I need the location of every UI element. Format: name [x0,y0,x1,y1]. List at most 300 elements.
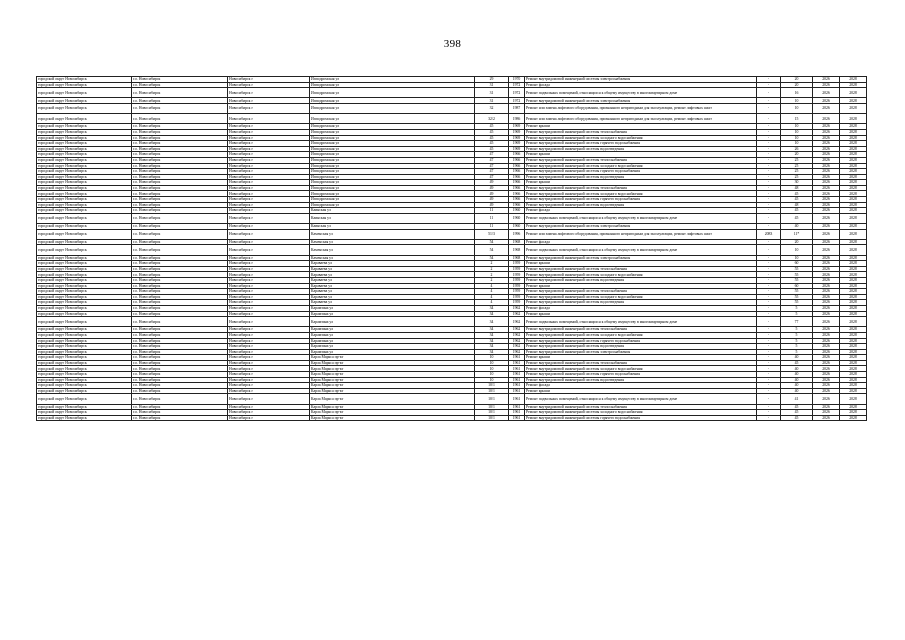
cell-house: 54 [475,239,509,245]
cell-house: 31 [475,82,509,88]
cell-b: 15 [781,114,813,124]
cell-year: 1969 [509,146,525,152]
cell-work: Ремонт внутридомовой инженерной системы теплоснабжения [525,404,757,410]
cell-plan-to: 2028 [840,180,867,186]
cell-municipality: городской округ Новосибирск [37,169,132,175]
cell-year: 1961 [509,404,525,410]
cell-house: 2 [475,266,509,272]
cell-work: Ремонт внутридомовой инженерной системы электроснабжения [525,77,757,83]
cell-a: - [757,360,781,366]
cell-plan-from: 2026 [813,239,840,245]
cell-work: Ремонт или замена лифтового оборудования, признанного непригодным для эксплуатации, ремонт лифтовых шахт [525,229,757,239]
cell-plan-from: 2026 [813,344,840,350]
cell-plan-from: 2026 [813,146,840,152]
cell-municipality: городской округ Новосибирск [37,327,132,333]
cell-house: 47 [475,157,509,163]
cell-year: 1966 [509,174,525,180]
cell-settlement: г.о. Новосибирск [132,208,228,214]
cell-work: Ремонт внутридомовой инженерной системы холодного водоснабжения [525,332,757,338]
cell-city: Новосибирск г [228,82,310,88]
cell-house: 34 [475,338,509,344]
cell-street: Карамзина ул [310,311,475,317]
cell-b: 10 [781,103,813,113]
cell-city: Новосибирск г [228,239,310,245]
cell-settlement: г.о. Новосибирск [132,311,228,317]
cell-plan-from: 2026 [813,191,840,197]
cell-city: Новосибирск г [228,141,310,147]
cell-a: - [757,388,781,394]
cell-house: 49 [475,185,509,191]
cell-a: - [757,208,781,214]
cell-city: Новосибирск г [228,157,310,163]
cell-city: Новосибирск г [228,360,310,366]
cell-plan-from: 2026 [813,404,840,410]
cell-plan-from: 2026 [813,300,840,306]
cell-b: 45 [781,208,813,214]
cell-street: Ипподромская ул [310,129,475,135]
cell-work: Ремонт внутридомовой инженерной системы электроснабжения [525,224,757,230]
cell-work: Ремонт фасада [525,82,757,88]
cell-b: 45 [781,404,813,410]
cell-work: Ремонт внутридомовой инженерной системы водоотведения [525,202,757,208]
cell-street: Ипподромская ул [310,185,475,191]
cell-city: Новосибирск г [228,266,310,272]
cell-b: 40 [781,224,813,230]
cell-city: Новосибирск г [228,388,310,394]
cell-year: 1959 [509,277,525,283]
cell-b: 55 [781,266,813,272]
cell-city: Новосибирск г [228,289,310,295]
cell-house: 10/1 [475,388,509,394]
cell-city: Новосибирск г [228,327,310,333]
cell-settlement: г.о. Новосибирск [132,213,228,223]
cell-year: 1962 [509,338,525,344]
cell-plan-from: 2026 [813,77,840,83]
cell-plan-to: 2028 [840,338,867,344]
cell-house: 34 [475,317,509,327]
cell-plan-from: 2026 [813,103,840,113]
cell-street: Ипподромская ул [310,77,475,83]
cell-work: Ремонт внутридомовой инженерной системы водоотведения [525,146,757,152]
cell-house: 34 [475,311,509,317]
cell-street: Карла Маркса пр-кт [310,410,475,416]
cell-b: 55 [781,289,813,295]
cell-settlement: г.о. Новосибирск [132,283,228,289]
cell-year: 1966 [509,191,525,197]
cell-plan-to: 2028 [840,255,867,261]
cell-b: 16 [781,88,813,98]
cell-plan-from: 2026 [813,180,840,186]
cell-work: Ремонт крыши [525,283,757,289]
cell-b: 45 [781,197,813,203]
cell-b: 10 [781,124,813,130]
cell-house: 54 [475,245,509,255]
cell-a: - [757,163,781,169]
cell-year: 1966 [509,157,525,163]
cell-a: - [757,317,781,327]
cell-plan-to: 2028 [840,169,867,175]
cell-year: 1968 [509,255,525,261]
cell-a: - [757,355,781,361]
cell-house: 10/1 [475,394,509,404]
cell-municipality: городской округ Новосибирск [37,152,132,158]
cell-street: Карла Маркса пр-кт [310,415,475,421]
cell-work: Ремонт фасада [525,239,757,245]
cell-a: - [757,129,781,135]
cell-a: - [757,372,781,378]
cell-work: Ремонт подвальных помещений, относящихся к общему имуществу в многоквартирном доме [525,88,757,98]
cell-a: - [757,114,781,124]
cell-settlement: г.о. Новосибирск [132,366,228,372]
cell-a: - [757,294,781,300]
cell-b: 11* [781,229,813,239]
cell-work: Ремонт или замена лифтового оборудования, признанного непригодным для эксплуатации, ремонт лифтовых шахт [525,114,757,124]
cell-city: Новосибирск г [228,245,310,255]
cell-plan-from: 2026 [813,277,840,283]
cell-house: 47 [475,152,509,158]
cell-plan-from: 2026 [813,229,840,239]
cell-work: Ремонт крыши [525,388,757,394]
cell-municipality: городской округ Новосибирск [37,300,132,306]
cell-municipality: городской округ Новосибирск [37,213,132,223]
cell-plan-to: 2028 [840,332,867,338]
cell-plan-from: 2026 [813,394,840,404]
cell-municipality: городской округ Новосибирск [37,372,132,378]
cell-house: 10/1 [475,410,509,416]
cell-plan-from: 2026 [813,311,840,317]
cell-municipality: городской округ Новосибирск [37,191,132,197]
cell-work: Ремонт внутридомовой инженерной системы водоотведения [525,174,757,180]
cell-plan-to: 2028 [840,202,867,208]
cell-b: 40 [781,388,813,394]
cell-b: 55 [781,300,813,306]
cell-work: Ремонт внутридомовой инженерной системы холодного водоснабжения [525,366,757,372]
cell-year: 1962 [509,305,525,311]
cell-settlement: г.о. Новосибирск [132,266,228,272]
cell-city: Новосибирск г [228,197,310,203]
cell-street: Карла Маркса пр-кт [310,388,475,394]
cell-house: 34 [475,327,509,333]
cell-year: 1962 [509,327,525,333]
cell-plan-to: 2028 [840,114,867,124]
cell-plan-from: 2026 [813,332,840,338]
cell-a: - [757,377,781,383]
cell-work: Ремонт внутридомовой инженерной системы горячего водоснабжения [525,197,757,203]
cell-work: Ремонт внутридомовой инженерной системы электроснабжения [525,349,757,355]
cell-municipality: городской округ Новосибирск [37,317,132,327]
cell-street: Карамзина ул [310,349,475,355]
cell-a: - [757,383,781,389]
cell-b: 40 [781,355,813,361]
cell-b: 77 [781,317,813,327]
cell-plan-to: 2028 [840,261,867,267]
cell-plan-from: 2026 [813,124,840,130]
cell-plan-to: 2028 [840,311,867,317]
cell-year: 1962 [509,317,525,327]
cell-municipality: городской округ Новосибирск [37,289,132,295]
cell-street: Караваева ул [310,277,475,283]
cell-plan-to: 2028 [840,272,867,278]
cell-house: 2 [475,272,509,278]
cell-street: Ипподромская ул [310,202,475,208]
cell-a: - [757,146,781,152]
cell-plan-from: 2026 [813,141,840,147]
cell-settlement: г.о. Новосибирск [132,185,228,191]
cell-city: Новосибирск г [228,300,310,306]
cell-settlement: г.о. Новосибирск [132,294,228,300]
cell-city: Новосибирск г [228,261,310,267]
cell-settlement: г.о. Новосибирск [132,332,228,338]
cell-work: Ремонт внутридомовой инженерной системы водоотведения [525,300,757,306]
cell-municipality: городской округ Новосибирск [37,157,132,163]
cell-b: 5 [781,311,813,317]
cell-b: 55 [781,277,813,283]
cell-house: 10/1 [475,415,509,421]
cell-year: 1969 [509,129,525,135]
cell-municipality: городской округ Новосибирск [37,377,132,383]
cell-b: 5 [781,332,813,338]
cell-plan-to: 2028 [840,383,867,389]
cell-year: 1969 [509,135,525,141]
cell-city: Новосибирск г [228,174,310,180]
cell-year: 1987 [509,103,525,113]
cell-year: 1969 [509,141,525,147]
cell-a: - [757,245,781,255]
cell-settlement: г.о. Новосибирск [132,129,228,135]
cell-year: 1961 [509,377,525,383]
cell-municipality: городской округ Новосибирск [37,202,132,208]
cell-plan-from: 2026 [813,289,840,295]
cell-plan-to: 2028 [840,88,867,98]
cell-year: 1959 [509,283,525,289]
cell-settlement: г.о. Новосибирск [132,410,228,416]
cell-municipality: городской округ Новосибирск [37,245,132,255]
cell-house: 47 [475,174,509,180]
cell-work: Ремонт внутридомовой инженерной системы водоотведения [525,277,757,283]
cell-settlement: г.о. Новосибирск [132,98,228,104]
cell-city: Новосибирск г [228,135,310,141]
cell-settlement: г.о. Новосибирск [132,360,228,366]
cell-plan-from: 2026 [813,245,840,255]
cell-municipality: городской округ Новосибирск [37,174,132,180]
cell-plan-to: 2028 [840,157,867,163]
cell-b: 55 [781,272,813,278]
cell-street: Карамзина ул [310,332,475,338]
cell-a: - [757,410,781,416]
cell-house: 29 [475,77,509,83]
cell-municipality: городской округ Новосибирск [37,261,132,267]
cell-city: Новосибирск г [228,410,310,416]
cell-municipality: городской округ Новосибирск [37,272,132,278]
cell-a: - [757,415,781,421]
cell-a: - [757,103,781,113]
cell-plan-to: 2028 [840,366,867,372]
cell-work: Ремонт крыши [525,355,757,361]
cell-municipality: городской округ Новосибирск [37,415,132,421]
cell-plan-to: 2028 [840,146,867,152]
cell-b: 5 [781,305,813,311]
cell-plan-from: 2026 [813,377,840,383]
cell-street: Ипподромская ул [310,124,475,130]
cell-settlement: г.о. Новосибирск [132,229,228,239]
cell-work: Ремонт внутридомовой инженерной системы теплоснабжения [525,185,757,191]
cell-plan-from: 2026 [813,266,840,272]
cell-municipality: городской округ Новосибирск [37,77,132,83]
cell-plan-from: 2026 [813,88,840,98]
cell-street: Карамзина ул [310,338,475,344]
cell-plan-to: 2028 [840,283,867,289]
cell-settlement: г.о. Новосибирск [132,415,228,421]
cell-street: Ипподромская ул [310,114,475,124]
cell-house: 2 [475,261,509,267]
cell-plan-from: 2026 [813,327,840,333]
cell-work: Ремонт внутридомовой инженерной системы водоотведения [525,377,757,383]
cell-plan-to: 2028 [840,300,867,306]
cell-street: Каменская ул [310,229,475,239]
cell-plan-from: 2026 [813,163,840,169]
cell-plan-from: 2026 [813,338,840,344]
cell-settlement: г.о. Новосибирск [132,152,228,158]
cell-house: 10 [475,377,509,383]
cell-a: - [757,82,781,88]
cell-plan-to: 2028 [840,208,867,214]
cell-settlement: г.о. Новосибирск [132,317,228,327]
cell-street: Ипподромская ул [310,103,475,113]
cell-house: 34 [475,332,509,338]
cell-plan-to: 2028 [840,372,867,378]
cell-b: 55 [781,294,813,300]
cell-a: 2083 [757,229,781,239]
cell-settlement: г.о. Новосибирск [132,383,228,389]
cell-city: Новосибирск г [228,372,310,378]
cell-settlement: г.о. Новосибирск [132,169,228,175]
cell-year: 1966 [509,152,525,158]
cell-b: 30 [781,180,813,186]
cell-settlement: г.о. Новосибирск [132,224,228,230]
cell-settlement: г.о. Новосибирск [132,141,228,147]
cell-municipality: городской округ Новосибирск [37,355,132,361]
cell-plan-to: 2028 [840,124,867,130]
cell-plan-to: 2028 [840,349,867,355]
cell-b: 25 [781,174,813,180]
cell-plan-from: 2026 [813,114,840,124]
cell-settlement: г.о. Новосибирск [132,355,228,361]
cell-b: 48 [781,185,813,191]
cell-house: 49 [475,180,509,186]
cell-city: Новосибирск г [228,152,310,158]
cell-plan-from: 2026 [813,135,840,141]
cell-plan-from: 2026 [813,360,840,366]
cell-settlement: г.о. Новосибирск [132,372,228,378]
cell-plan-to: 2028 [840,191,867,197]
cell-year: 1961 [509,383,525,389]
cell-plan-from: 2026 [813,169,840,175]
cell-plan-from: 2026 [813,294,840,300]
cell-a: - [757,77,781,83]
cell-work: Ремонт подвальных помещений, относящихся к общему имуществу в многоквартирном доме [525,317,757,327]
cell-municipality: городской округ Новосибирск [37,255,132,261]
cell-a: - [757,311,781,317]
cell-b: 5 [781,338,813,344]
cell-plan-to: 2028 [840,294,867,300]
cell-work: Ремонт подвальных помещений, относящихся к общему имуществу в многоквартирном доме [525,213,757,223]
cell-a: - [757,344,781,350]
cell-b: 40 [781,366,813,372]
cell-year: 1962 [509,349,525,355]
cell-a: - [757,239,781,245]
cell-house: 47 [475,169,509,175]
table-body [37,77,867,421]
cell-city: Новосибирск г [228,317,310,327]
cell-municipality: городской округ Новосибирск [37,388,132,394]
cell-street: Ипподромская ул [310,157,475,163]
cell-plan-from: 2026 [813,98,840,104]
cell-settlement: г.о. Новосибирск [132,261,228,267]
cell-a: - [757,191,781,197]
cell-municipality: городской округ Новосибирск [37,185,132,191]
cell-municipality: городской округ Новосибирск [37,239,132,245]
cell-work: Ремонт подвальных помещений, относящихся к общему имуществу в многоквартирном доме [525,394,757,404]
cell-a: - [757,124,781,130]
cell-city: Новосибирск г [228,294,310,300]
cell-work: Ремонт внутридомовой инженерной системы холодного водоснабжения [525,410,757,416]
cell-plan-to: 2028 [840,197,867,203]
cell-b: 20 [781,239,813,245]
cell-city: Новосибирск г [228,277,310,283]
cell-plan-from: 2026 [813,157,840,163]
cell-settlement: г.о. Новосибирск [132,394,228,404]
cell-house: 34 [475,305,509,311]
cell-city: Новосибирск г [228,77,310,83]
cell-city: Новосибирск г [228,383,310,389]
cell-plan-to: 2028 [840,388,867,394]
cell-street: Караваева ул [310,266,475,272]
cell-municipality: городской округ Новосибирск [37,129,132,135]
cell-house: 10 [475,355,509,361]
cell-year: 1961 [509,372,525,378]
cell-settlement: г.о. Новосибирск [132,202,228,208]
page-number: 398 [443,38,462,50]
cell-year: 1959 [509,300,525,306]
cell-street: Карамзина ул [310,305,475,311]
cell-settlement: г.о. Новосибирск [132,146,228,152]
table-row [37,394,867,404]
cell-b: 48 [781,202,813,208]
cell-street: Караваева ул [310,289,475,295]
cell-street: Каинская ул [310,224,475,230]
cell-year: 1969 [509,124,525,130]
cell-year: 1966 [509,197,525,203]
cell-street: Ипподромская ул [310,141,475,147]
cell-house: 11 [475,208,509,214]
cell-plan-from: 2026 [813,349,840,355]
cell-a: - [757,338,781,344]
cell-municipality: городской округ Новосибирск [37,305,132,311]
cell-settlement: г.о. Новосибирск [132,300,228,306]
cell-year: 1962 [509,332,525,338]
cell-municipality: городской округ Новосибирск [37,360,132,366]
cell-work: Ремонт внутридомовой инженерной системы теплоснабжения [525,157,757,163]
cell-city: Новосибирск г [228,202,310,208]
cell-work: Ремонт внутридомовой инженерной системы горячего водоснабжения [525,141,757,147]
cell-city: Новосибирск г [228,344,310,350]
cell-plan-to: 2028 [840,394,867,404]
cell-house: 10 [475,372,509,378]
cell-plan-from: 2026 [813,213,840,223]
cell-settlement: г.о. Новосибирск [132,157,228,163]
cell-city: Новосибирск г [228,377,310,383]
cell-street: Ипподромская ул [310,174,475,180]
